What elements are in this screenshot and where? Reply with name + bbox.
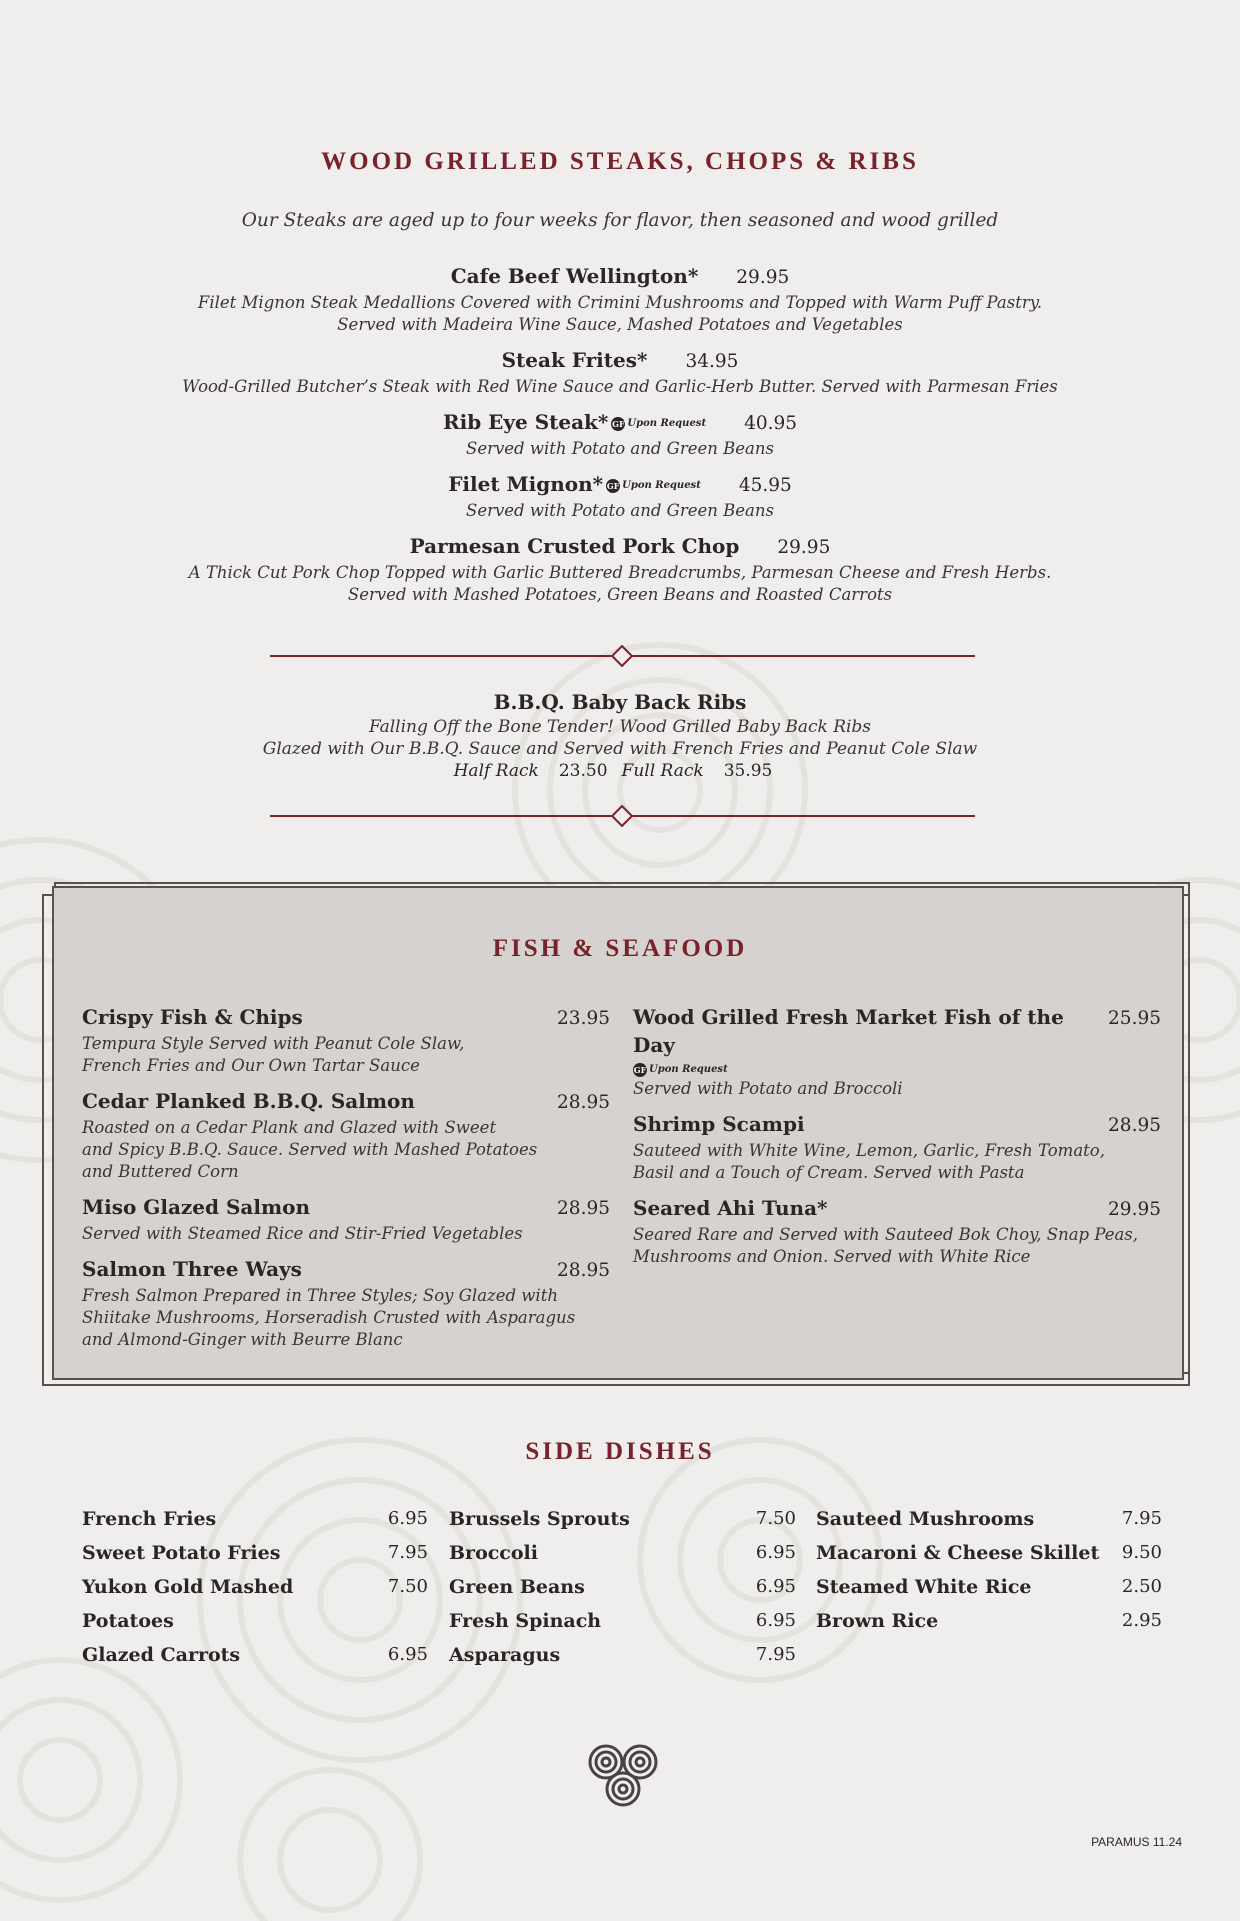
seafood-left-column <box>82 1003 610 1361</box>
gluten-free-icon: GF <box>606 480 620 491</box>
menu-item <box>0 470 1240 522</box>
gluten-free-badge <box>633 1063 728 1077</box>
item-description: Basil and a Touch of Cream. Served with Pasta <box>633 1163 1025 1182</box>
divider <box>270 808 975 824</box>
side-item <box>816 1604 1162 1638</box>
diamond-icon <box>611 805 634 828</box>
side-item <box>82 1570 428 1638</box>
item-price: 28.95 <box>557 1260 610 1281</box>
footer-code: PARAMUS 11.24 <box>1091 1835 1182 1849</box>
side-item <box>816 1536 1162 1570</box>
item-name: Seared Ahi Tuna* <box>633 1196 828 1220</box>
side-name: Broccoli <box>449 1542 538 1564</box>
side-price: 2.95 <box>1121 1610 1162 1631</box>
side-name: Macaroni & Cheese Skillet <box>816 1542 1100 1564</box>
item-description: Served with Madeira Wine Sauce, Mashed Potatoes and Vegetables <box>337 315 903 334</box>
item-description: French Fries and Our Own Tartar Sauce <box>82 1056 420 1075</box>
side-item <box>816 1570 1162 1604</box>
side-name: Sweet Potato Fries <box>82 1542 281 1564</box>
triskele-spiral-logo <box>586 1742 660 1808</box>
menu-item <box>633 1110 1161 1184</box>
item-description: Glazed with Our B.B.Q. Sauce and Served with French Fries and Peanut Cole Slaw <box>262 739 978 759</box>
item-description: Served with Potato and Green Beans <box>466 501 774 520</box>
side-name: Sauteed Mushrooms <box>816 1508 1035 1530</box>
item-description: Served with Steamed Rice and Stir-Fried Vegetables <box>82 1224 523 1243</box>
steaks-list <box>0 262 1240 616</box>
full-rack-price: 35.95 <box>723 761 773 781</box>
half-rack-label: Half Rack <box>453 761 539 781</box>
menu-item <box>82 1087 610 1183</box>
seafood-section-title: FISH & SEAFOOD <box>492 935 748 962</box>
item-name: Miso Glazed Salmon <box>82 1195 311 1219</box>
item-price: 29.95 <box>1108 1199 1161 1220</box>
seafood-right-column <box>633 1003 1161 1278</box>
item-price: 28.95 <box>1108 1115 1161 1136</box>
side-price: 2.50 <box>1121 1576 1162 1597</box>
item-description: Mushrooms and Onion. Served with White Rice <box>633 1247 1031 1266</box>
gluten-free-badge <box>611 410 706 438</box>
menu-item <box>82 1255 610 1351</box>
gf-label: Upon Request <box>627 417 707 429</box>
item-price: 45.95 <box>738 475 792 496</box>
sides-column-1 <box>82 1502 428 1672</box>
side-price: 6.95 <box>755 1542 796 1563</box>
side-name: Green Beans <box>449 1576 585 1598</box>
gluten-free-icon: GF <box>612 418 625 429</box>
item-description: Shiitake Mushrooms, Horseradish Crusted with Asparagus <box>82 1308 576 1327</box>
side-name: Steamed White Rice <box>816 1576 1032 1598</box>
sides-column-3 <box>816 1502 1162 1638</box>
item-description: Sauteed with White Wine, Lemon, Garlic, Fresh Tomato, <box>633 1141 1105 1160</box>
item-description: Tempura Style Served with Peanut Cole Slaw, <box>82 1034 465 1053</box>
item-price: 34.95 <box>685 351 739 372</box>
side-name: Brown Rice <box>816 1610 939 1632</box>
item-price: 28.95 <box>557 1092 610 1113</box>
steaks-section-title: WOOD GRILLED STEAKS, CHOPS & RIBS <box>321 148 919 175</box>
gf-label: Upon Request <box>649 1064 728 1075</box>
item-description: Fresh Salmon Prepared in Three Styles; Soy Glazed with <box>82 1286 558 1305</box>
side-item <box>449 1570 796 1604</box>
side-item <box>82 1536 428 1570</box>
side-name: Fresh Spinach <box>449 1610 602 1632</box>
item-price: 40.95 <box>744 413 798 434</box>
item-price: 28.95 <box>557 1198 610 1219</box>
side-price: 7.95 <box>755 1644 796 1665</box>
side-item <box>82 1502 428 1536</box>
item-name: Rib Eye Steak* <box>442 410 609 434</box>
side-price: 7.95 <box>387 1542 428 1563</box>
item-name: Crispy Fish & Chips <box>82 1005 303 1029</box>
rack-prices <box>0 760 1240 782</box>
item-description: and Almond-Ginger with Beurre Blanc <box>82 1330 403 1349</box>
item-description: A Thick Cut Pork Chop Topped with Garlic Buttered Breadcrumbs, Parmesan Cheese and Fresh Herbs. <box>188 563 1052 582</box>
item-price: 29.95 <box>777 537 831 558</box>
side-price: 6.95 <box>755 1610 796 1631</box>
item-name: Parmesan Crusted Pork Chop <box>409 534 740 558</box>
menu-item <box>633 1003 1161 1100</box>
side-name: Glazed Carrots <box>82 1644 241 1666</box>
menu-item <box>0 532 1240 606</box>
side-item <box>449 1502 796 1536</box>
menu-item <box>0 346 1240 398</box>
side-name: Yukon Gold Mashed Potatoes <box>82 1576 294 1632</box>
sides-column-2 <box>449 1502 796 1672</box>
item-price: 29.95 <box>736 267 790 288</box>
side-item <box>449 1536 796 1570</box>
item-description: Falling Off the Bone Tender! Wood Grilled Baby Back Ribs <box>368 717 872 737</box>
side-name: French Fries <box>82 1508 217 1530</box>
diamond-icon <box>611 645 634 668</box>
item-description: Wood-Grilled Butcher’s Steak with Red Wine Sauce and Garlic-Herb Butter. Served with Parmesan Fries <box>182 377 1058 396</box>
side-price: 6.95 <box>755 1576 796 1597</box>
side-price: 7.50 <box>755 1508 796 1529</box>
menu-item <box>0 408 1240 460</box>
side-name: Brussels Sprouts <box>449 1508 630 1530</box>
side-price: 9.50 <box>1121 1542 1162 1563</box>
item-description: Filet Mignon Steak Medallions Covered with Crimini Mushrooms and Topped with Warm Puff Pastry. <box>197 293 1043 312</box>
side-item <box>82 1638 428 1672</box>
item-name: Cedar Planked B.B.Q. Salmon <box>82 1089 415 1113</box>
side-item <box>449 1604 796 1638</box>
item-name: Salmon Three Ways <box>82 1257 302 1281</box>
menu-item <box>82 1003 610 1077</box>
item-name: Cafe Beef Wellington* <box>450 264 699 288</box>
side-price: 6.95 <box>387 1644 428 1665</box>
side-name: Asparagus <box>449 1644 561 1666</box>
side-price: 7.95 <box>1121 1508 1162 1529</box>
item-description: Served with Potato and Broccoli <box>633 1079 903 1098</box>
menu-item <box>633 1194 1161 1268</box>
item-description: Served with Mashed Potatoes, Green Beans and Roasted Carrots <box>347 585 893 604</box>
side-item <box>816 1502 1162 1536</box>
item-name: Wood Grilled Fresh Market Fish of the Day <box>633 1005 1064 1057</box>
item-name: Shrimp Scampi <box>633 1112 805 1136</box>
gluten-free-badge <box>606 472 701 500</box>
gluten-free-icon: GF <box>633 1064 647 1075</box>
item-description: Roasted on a Cedar Plank and Glazed with Sweet <box>82 1118 497 1137</box>
side-price: 6.95 <box>387 1508 428 1529</box>
item-name: B.B.Q. Baby Back Ribs <box>493 690 747 714</box>
item-name: Filet Mignon* <box>448 472 604 496</box>
ribs-item <box>0 688 1240 782</box>
item-description: and Spicy B.B.Q. Sauce. Served with Mashed Potatoes <box>82 1140 538 1159</box>
item-description: Served with Potato and Green Beans <box>466 439 774 458</box>
item-description: and Buttered Corn <box>82 1162 239 1181</box>
divider <box>270 648 975 664</box>
side-price: 7.50 <box>387 1576 428 1597</box>
gf-label: Upon Request <box>622 479 701 491</box>
steaks-intro: Our Steaks are aged up to four weeks for flavor, then seasoned and wood grilled <box>241 210 999 231</box>
side-item <box>449 1638 796 1672</box>
half-rack-price: 23.50 <box>558 761 608 781</box>
menu-item <box>0 262 1240 336</box>
item-price: 25.95 <box>1108 1008 1161 1029</box>
item-name: Steak Frites* <box>501 348 648 372</box>
full-rack-label: Full Rack <box>621 761 704 781</box>
item-price: 23.95 <box>557 1008 610 1029</box>
menu-item <box>82 1193 610 1245</box>
sides-section-title: SIDE DISHES <box>525 1438 715 1465</box>
item-description: Seared Rare and Served with Sauteed Bok Choy, Snap Peas, <box>633 1225 1139 1244</box>
